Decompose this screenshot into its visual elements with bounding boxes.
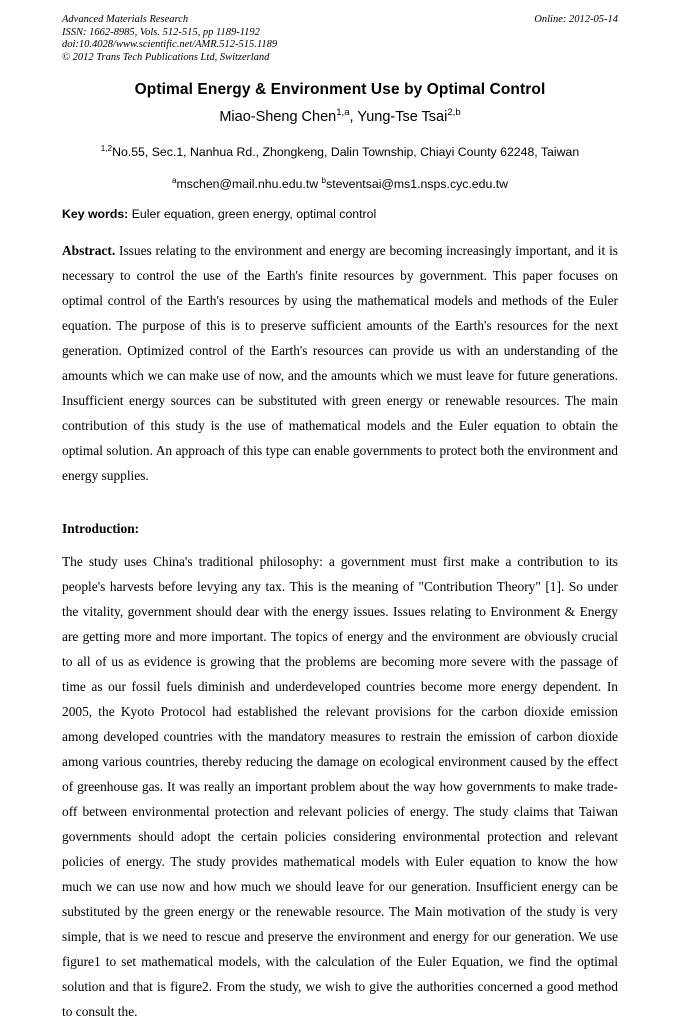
abstract-paragraph	[62, 238, 618, 488]
section-heading-introduction: Introduction:	[62, 521, 140, 536]
journal-name: Advanced Materials Research	[62, 14, 189, 25]
abstract-text: Issues relating to the environment and energy are becoming increasingly important, and it is necessary to control the use of the Earth's finite resources by government. This paper focuses on optimal control of the Earth's resources by using the mathematical models and methods of the Euler equation. The purpose of this is to preserve sufficient amounts of the Earth's resources for the next generation. Optimized control of the Earth's resources can provide us with an understanding of the amounts which we can make use of now, and the amounts which we must leave for future generations. Insufficient energy sources can be substituted with green energy or renewable resources. The main contribution of this study is the use of mathematical models and the Euler equation to obtain the optimal solution. An approach of this type can enable governments to protect both the environment and energy supplies.	[62, 243, 618, 483]
body-content	[62, 238, 618, 1024]
keywords-value: Euler equation, green energy, optimal control	[128, 207, 377, 221]
affiliation-line	[62, 144, 618, 160]
author-2-affiliation-marker: 2,b	[447, 107, 461, 119]
keywords-line	[62, 206, 618, 222]
author-separator: ,	[349, 109, 358, 125]
keywords-label: Key words:	[62, 207, 129, 221]
abstract-label: Abstract.	[62, 243, 116, 258]
page-title: Optimal Energy & Environment Use by Optimal Control	[134, 81, 546, 98]
introduction-paragraph: The study uses China's traditional philosophy: a government must first make a contribution to its people's harvests before levying any tax. This is the meaning of "Contribution Theory" [1]. So under the vitality, government should dear with the energy issues. Issues relating to Environment & Energy are getting more and more important. The topics of energy and the environment are obviously crucial to all of us as evidence is growing that the problems are becoming more severe with the passage of time as our fossil fuels diminish and underdeveloped countries become more energy dependent. In 2005, the Kyoto Protocol had established the relevant provisions for the carbon dioxide emission among developed countries with the mandatory measures to restrain the emission of carbon dioxide among various countries, thereby reducing the damage on ecological environment caused by the effect of greenhouse gas. It was really an important problem about the way how governments to make trade-off between environmental protection and relevant policies of energy. The study claims that Taiwan governments should adopt the certain policies considering environmental protection and relevant policies of energy. The study provides mathematical models with Euler equation to know the how much we can use now and how much we should leave for our generation. Insufficient energy can be substituted by the green energy or the renewable resource. The Main motivation of the study is very simple, that is we need to rescue and preserve the environment and energy for our generation. We use figure1 to set mathematical models, with the calculation of the Euler Equation, we find the optimal solution and that is figure2. From the study, we wish to give the authorities concerned a good method to consult the.	[62, 554, 618, 1019]
email-2: steventsai@ms1.nsps.cyc.edu.tw	[326, 177, 509, 191]
journal-masthead	[62, 14, 277, 64]
affiliation-marker: 1,2	[100, 143, 113, 153]
online-publication-date: Online: 2012-05-14	[534, 14, 618, 25]
title-block	[62, 80, 618, 192]
author-2-name: Yung-Tse Tsai	[357, 109, 448, 125]
journal-doi: doi:10.4028/www.scientific.net/AMR.512-515.1189	[62, 39, 278, 51]
email-2-marker: b	[321, 175, 327, 185]
affiliation-address: No.55, Sec.1, Nanhua Rd., Zhongkeng, Dalin Township, Chiayi County 62248, Taiwan	[112, 145, 580, 159]
email-1-marker: a	[171, 175, 177, 185]
author-1-affiliation-marker: 1,a	[336, 107, 350, 119]
author-list	[62, 108, 618, 126]
email-1: mschen@mail.nhu.edu.tw	[176, 177, 319, 191]
email-line	[62, 176, 618, 192]
spacer-abstract-introduction	[62, 488, 618, 516]
spacer-heading-body	[62, 541, 618, 549]
journal-issn-volume: ISSN: 1662-8985, Vols. 512-515, pp 1189-1192	[62, 26, 260, 38]
journal-header	[62, 14, 618, 64]
author-1-name: Miao-Sheng Chen	[219, 109, 337, 125]
journal-copyright: © 2012 Trans Tech Publications Ltd, Switzerland	[62, 51, 270, 63]
